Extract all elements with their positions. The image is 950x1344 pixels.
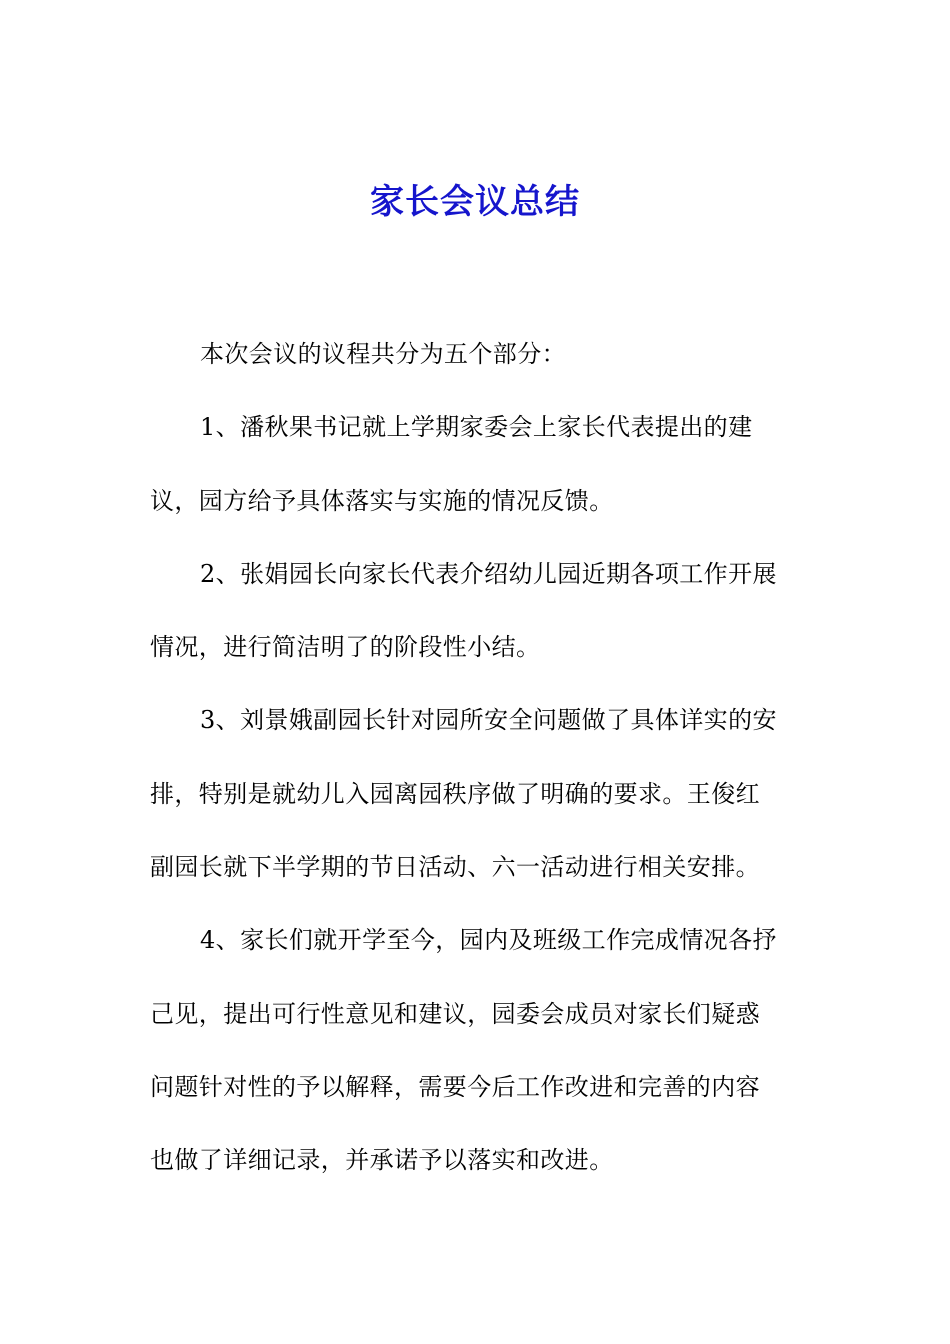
document-title: 家长会议总结: [370, 182, 580, 222]
paragraph-line-item-3-cont: 副园长就下半学期的节日活动、六一活动进行相关安排。: [150, 853, 760, 882]
paragraph-line-item-2: 2、张娟园长向家长代表介绍幼儿园近期各项工作开展: [200, 559, 777, 588]
paragraph-line-item-4-cont: 己见，提出可行性意见和建议，园委会成员对家长们疑惑: [150, 999, 760, 1028]
paragraph-line-item-1: 1、潘秋果书记就上学期家委会上家长代表提出的建: [200, 413, 753, 442]
paragraph-line-item-3: 3、刘景娥副园长针对园所安全问题做了具体详实的安: [200, 706, 777, 735]
paragraph-line-item-4-cont: 问题针对性的予以解释，需要今后工作改进和完善的内容: [150, 1072, 760, 1101]
paragraph-line-item-4-cont: 也做了详细记录，并承诺予以落实和改进。: [150, 1146, 614, 1175]
document-body: [150, 318, 810, 1198]
paragraph-line-agenda-intro: 本次会议的议程共分为五个部分：: [200, 340, 566, 368]
paragraph-line-item-4: 4、家长们就开学至今，园内及班级工作完成情况各抒: [200, 926, 777, 955]
paragraph-line-item-2-cont: 情况，进行简洁明了的阶段性小结。: [150, 633, 541, 662]
paragraph-line-item-1-cont: 议，园方给予具体落实与实施的情况反馈。: [150, 486, 614, 515]
paragraph-line-item-3-cont: 排，特别是就幼儿入园离园秩序做了明确的要求。王俊红: [150, 779, 760, 808]
